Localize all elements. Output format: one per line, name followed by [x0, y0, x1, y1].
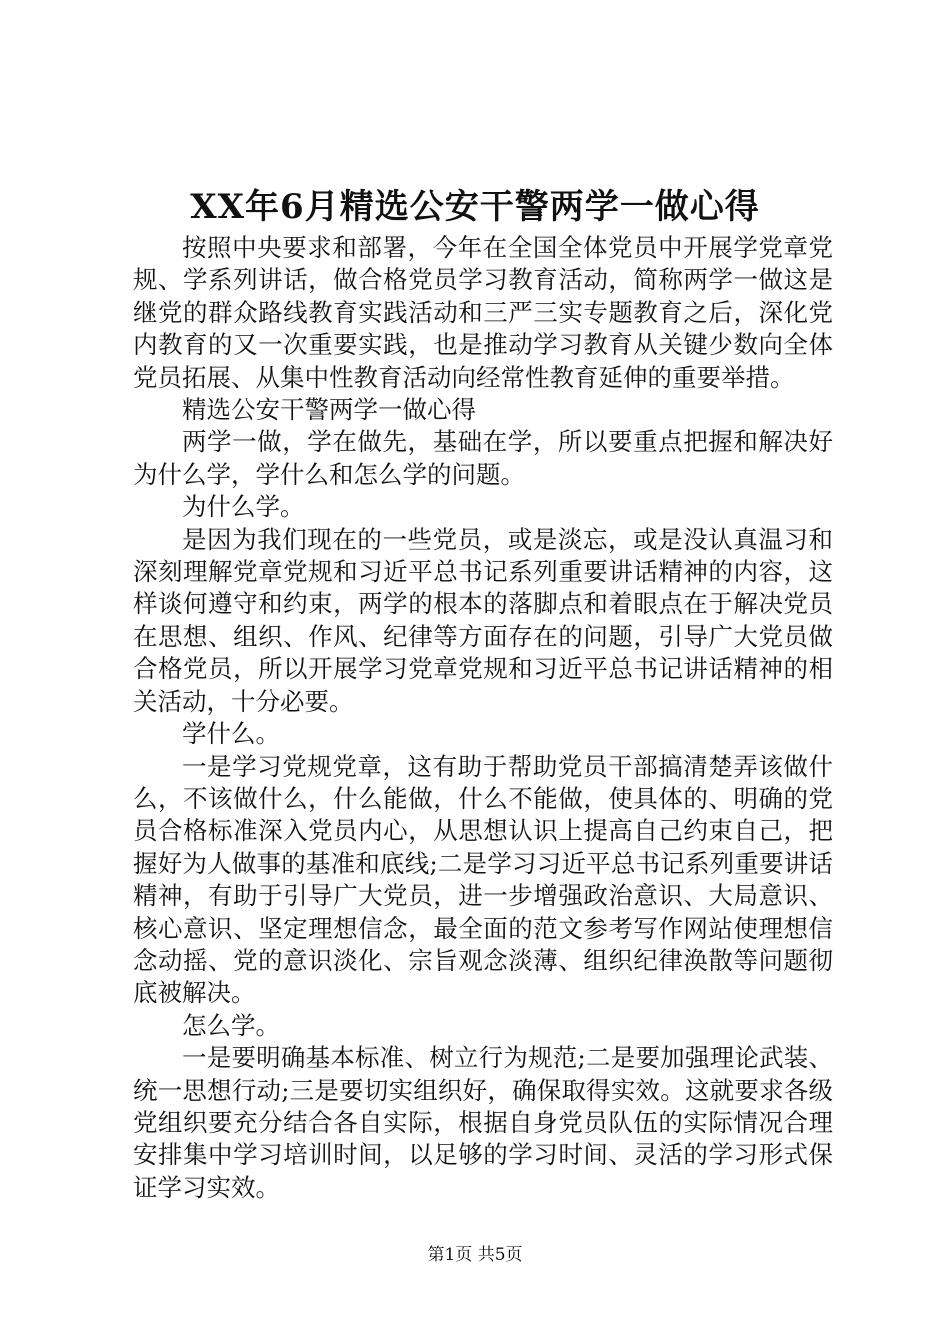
paragraph: 两学一做，学在做先，基础在学，所以要重点把握和解决好为什么学，学什么和怎么学的问题。: [133, 427, 833, 489]
page-footer: 第1页 共5页: [427, 1245, 523, 1265]
paragraph: 为什么学。: [182, 492, 305, 522]
document-body: [133, 232, 833, 1204]
paragraph: 学什么。: [182, 719, 280, 749]
paragraph: 是因为我们现在的一些党员，或是淡忘，或是没认真温习和深刻理解党章党规和习近平总书记系列重要讲话精神的内容，这样谈何遵守和约束，两学的根本的落脚点和着眼点在于解决党员在思想、组织、作风、纪律等方面存在的问题，引导广大党员做合格党员，所以开展学习党章党规和习近平总书记讲话精神的相关活动，十分必要。: [133, 524, 833, 716]
document-title: XX年6月精选公安干警两学一做心得: [190, 187, 760, 227]
paragraph: 一是要明确基本标准、树立行为规范;二是要加强理论武装、统一思想行动;三是要切实组织好，确保取得实效。这就要求各级党组织要充分结合各自实际，根据自身党员队伍的实际情况合理安排集中学习培训时间，以足够的学习时间、灵活的学习形式保证学习实效。: [133, 1043, 833, 1202]
paragraph: 怎么学。: [182, 1010, 280, 1040]
paragraph: 一是学习党规党章，这有助于帮助党员干部搞清楚弄该做什么，不该做什么，什么能做，什么不能做，使具体的、明确的党员合格标准深入党员内心，从思想认识上提高自己约束自己，把握好为人做事的基准和底线;二是学习习近平总书记系列重要讲话精神，有助于引导广大党员，进一步增强政治意识、大局意识、核心意识、坚定理想信念，最全面的范文参考写作网站使理想信念动摇、党的意识淡化、宗旨观念淡薄、组织纪律涣散等问题彻底被解决。: [133, 751, 833, 1008]
paragraph: 精选公安干警两学一做心得: [182, 395, 476, 425]
paragraph: 按照中央要求和部署，今年在全国全体党员中开展学党章党规、学系列讲话，做合格党员学习教育活动，简称两学一做这是继党的群众路线教育实践活动和三严三实专题教育之后，深化党内教育的又一次重要实践，也是推动学习教育从关键少数向全体党员拓展、从集中性教育活动向经常性教育延伸的重要举措。: [133, 233, 833, 392]
